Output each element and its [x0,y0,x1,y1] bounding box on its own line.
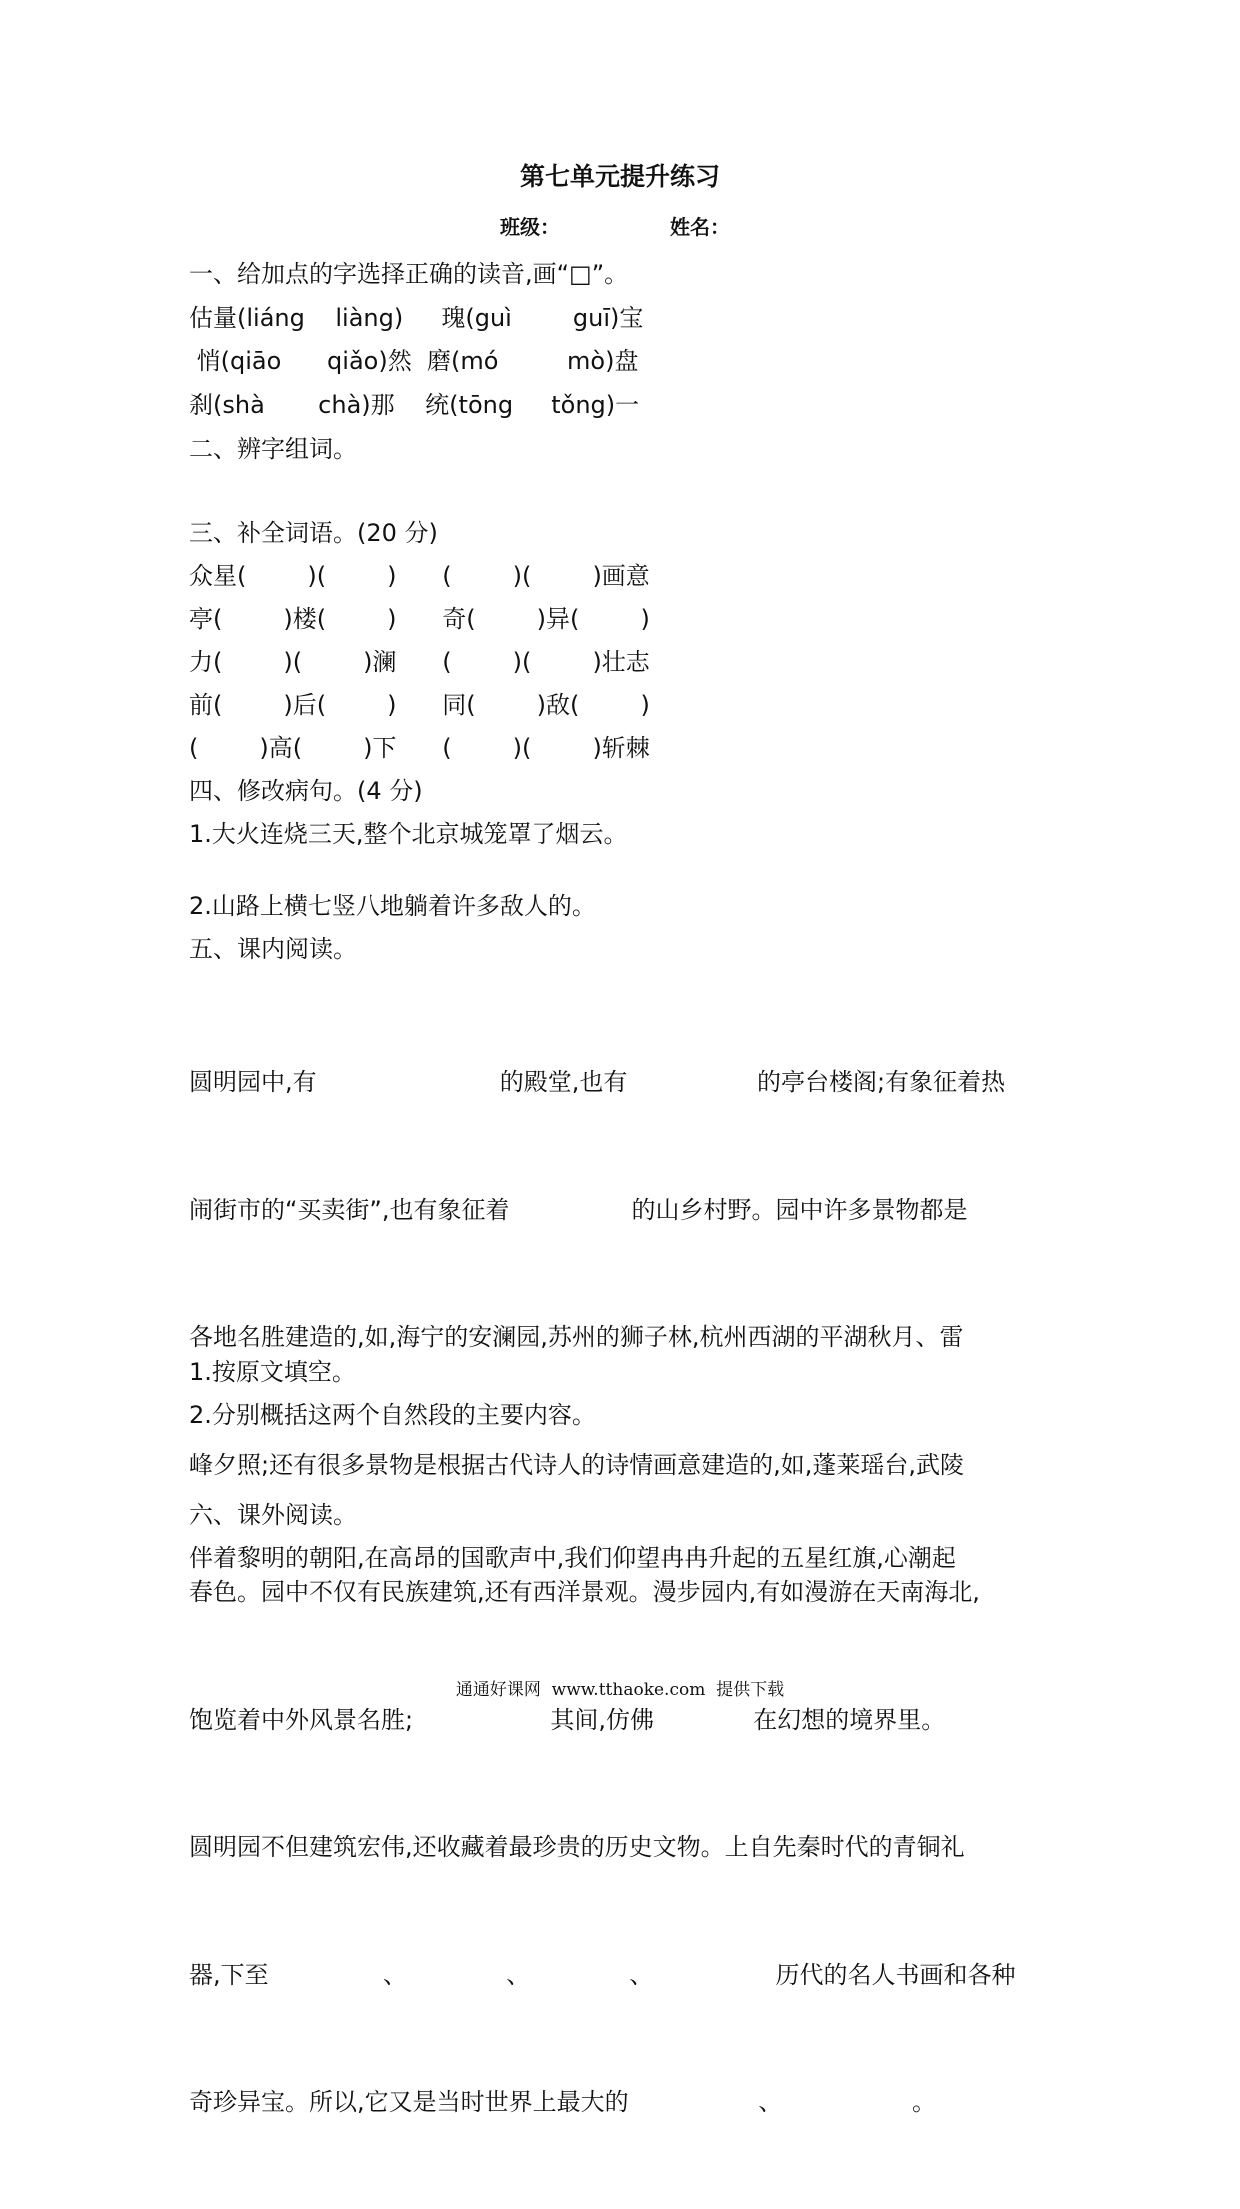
idiom-row-2: 亭( )楼( ) 奇( )异( ) [189,605,650,633]
passage-line: 圆明园中,有 的殿堂,也有 的亭台楼阁;有象征着热 [189,1068,1006,1096]
class-label: 班级： [500,215,560,239]
idiom-row-5: ( )高( )下 ( )( )斩棘 [189,734,650,762]
reading-question-2: 2.分别概括这两个自然段的主要内容。 [189,1401,596,1429]
passage-line: 春色。园中不仅有民族建筑,还有西洋景观。漫步园内,有如漫游在天南海北, [189,1578,980,1606]
pinyin-row-2: 悄(qiāo qiǎo)然 磨(mó mò)盘 [189,347,639,375]
section-1-heading: 一、给加点的字选择正确的读音,画“□”。 [189,260,629,288]
section-2-heading: 二、辨字组词。 [189,435,357,463]
class-name-line [500,210,750,244]
sentence-question-1: 1.大火连烧三天,整个北京城笼罩了烟云。 [189,820,628,848]
passage-line: 饱览着中外风景名胜; 其间,仿佛 在幻想的境界里。 [189,1705,946,1734]
section-6-heading: 六、课外阅读。 [189,1501,357,1529]
idiom-row-4: 前( )后( ) 同( )敌( ) [189,691,650,719]
idiom-row-3: 力( )( )澜 ( )( )壮志 [189,648,650,676]
sentence-question-2: 2.山路上横七竖八地躺着许多敌人的。 [189,892,596,920]
section-4-heading: 四、修改病句。(4 分) [189,777,423,805]
pinyin-row-1: 估量(liáng liàng) 瑰(guì guī)宝 [189,304,644,332]
section-5-heading: 五、课内阅读。 [189,935,357,963]
passage-line: 闹街市的“买卖街”,也有象征着 的山乡村野。园中许多景物都是 [189,1195,968,1224]
page-title: 第七单元提升练习 [519,162,720,191]
passage-line: 器,下至 、 、 、 历代的名人书画和各种 [189,1960,1016,1989]
reading-passage [189,976,1016,2209]
page-footer: 通通好课网 www.tthaoke.com 提供下载 [455,1680,785,1700]
extra-reading-line: 伴着黎明的朝阳,在高昂的国歌声中,我们仰望冉冉升起的五星红旗,心潮起 [189,1544,956,1572]
passage-line: 奇珍异宝。所以,它又是当时世界上最大的 、 。 [189,2088,937,2116]
passage-line: 峰夕照;还有很多景物是根据古代诗人的诗情画意建造的,如,蓬莱瑶台,武陵 [189,1450,964,1479]
name-label: 姓名： [670,215,730,239]
passage-line: 圆明园不但建筑宏伟,还收藏着最珍贵的历史文物。上自先秦时代的青铜礼 [189,1833,965,1861]
idiom-row-1: 众星( )( ) ( )( )画意 [189,562,650,590]
pinyin-row-3: 刹(shà chà)那 统(tōng tǒng)一 [189,391,640,419]
section-3-heading: 三、补全词语。(20 分) [189,519,438,547]
reading-question-1: 1.按原文填空。 [189,1358,356,1386]
passage-line: 各地名胜建造的,如,海宁的安澜园,苏州的狮子林,杭州西湖的平湖秋月、雷 [189,1323,964,1351]
